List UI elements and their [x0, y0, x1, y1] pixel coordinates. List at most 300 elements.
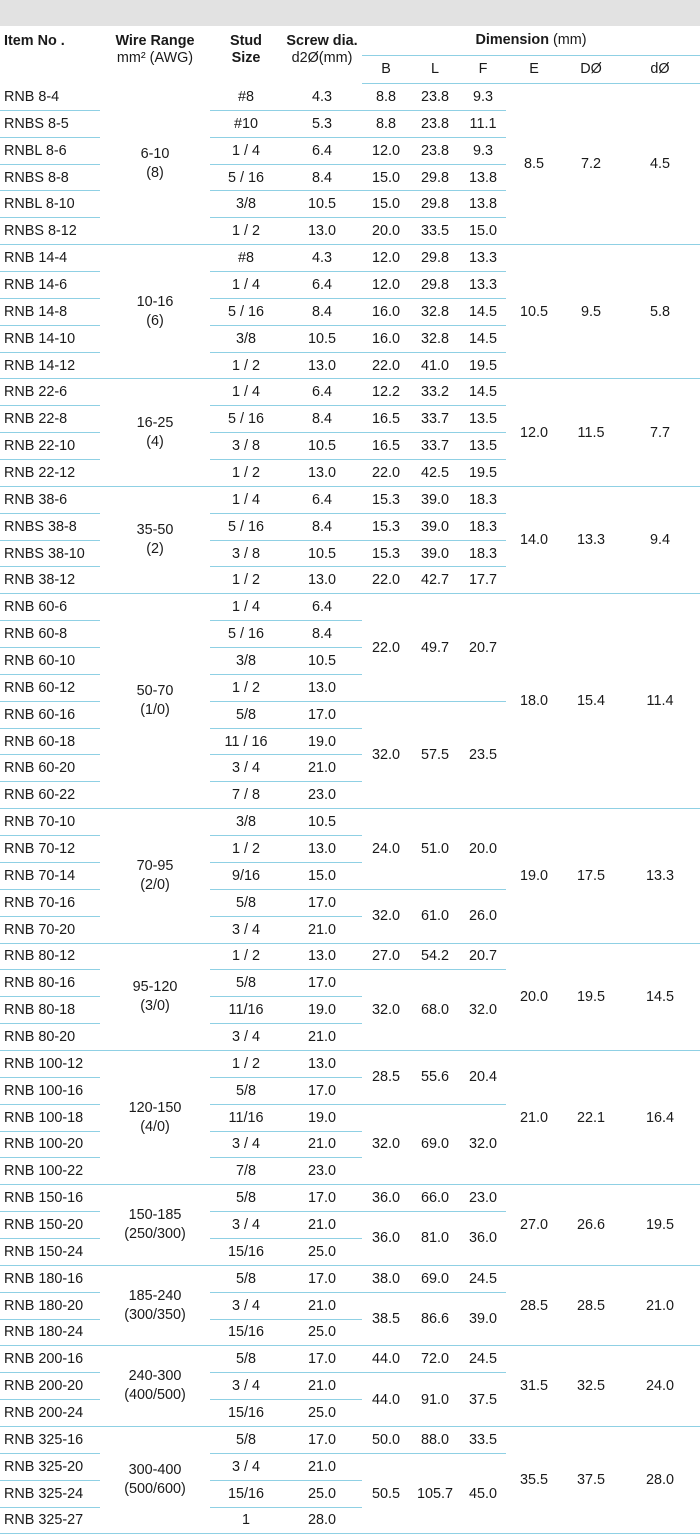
- dim-f-cell: 23.5: [460, 701, 506, 808]
- item-no-cell: RNB 325-16: [0, 1426, 100, 1453]
- item-no-cell: RNB 325-24: [0, 1480, 100, 1507]
- stud-size-cell: 5/8: [210, 970, 282, 997]
- item-no-cell: RNBS 8-12: [0, 218, 100, 245]
- wire-range-value: 50-70: [136, 683, 174, 700]
- screw-dia-cell: 6.4: [282, 379, 362, 406]
- dim-b-cell: 36.0: [362, 1185, 410, 1212]
- dim-l-cell: 23.8: [410, 84, 460, 111]
- stud-size-cell: 5/8: [210, 1185, 282, 1212]
- screw-dia-cell: 17.0: [282, 1077, 362, 1104]
- screw-dia-cell: 21.0: [282, 1024, 362, 1051]
- screw-dia-cell: 8.4: [282, 164, 362, 191]
- table-row: [0, 809, 700, 836]
- item-no-cell: RNB 100-18: [0, 1104, 100, 1131]
- stud-size-cell: 5 / 16: [210, 298, 282, 325]
- dim-f-cell: 14.5: [460, 325, 506, 352]
- item-no-cell: RNB 200-16: [0, 1346, 100, 1373]
- dim-d-outer-cell: 28.5: [562, 1265, 620, 1346]
- dim-b-cell: 32.0: [362, 1104, 410, 1185]
- item-no-cell: RNBS 38-8: [0, 513, 100, 540]
- item-no-cell: RNB 22-8: [0, 406, 100, 433]
- dim-e-cell: 28.5: [506, 1265, 562, 1346]
- dim-d-inner-cell: 24.0: [620, 1346, 700, 1427]
- dim-d-inner-cell: 11.4: [620, 594, 700, 809]
- dim-b-cell: 12.0: [362, 245, 410, 272]
- dim-d-outer-cell: 15.4: [562, 594, 620, 809]
- table-row: [0, 1265, 700, 1292]
- dim-f-cell: 14.5: [460, 379, 506, 406]
- dim-d-outer-cell: 9.5: [562, 245, 620, 379]
- screw-dia-cell: 19.0: [282, 728, 362, 755]
- wire-awg-value: (400/500): [124, 1387, 186, 1404]
- item-no-cell: RNB 80-16: [0, 970, 100, 997]
- dim-b-cell: 8.8: [362, 84, 410, 111]
- item-no-cell: RNB 100-12: [0, 1050, 100, 1077]
- stud-size-cell: 1 / 2: [210, 674, 282, 701]
- screw-dia-cell: 17.0: [282, 1346, 362, 1373]
- item-no-cell: RNB 60-18: [0, 728, 100, 755]
- dim-d-inner-cell: 28.0: [620, 1426, 700, 1533]
- dim-b-cell: 22.0: [362, 594, 410, 701]
- dim-l-cell: 55.6: [410, 1050, 460, 1104]
- screw-dia-cell: 21.0: [282, 1292, 362, 1319]
- screw-dia-cell: 25.0: [282, 1238, 362, 1265]
- dim-l-cell: 29.8: [410, 272, 460, 299]
- table-row: [0, 379, 700, 406]
- wire-range-value: 95-120: [132, 978, 178, 995]
- screw-dia-cell: 21.0: [282, 916, 362, 943]
- header-d-outer: DØ: [562, 56, 620, 84]
- item-no-cell: RNBS 38-10: [0, 540, 100, 567]
- stud-size-cell: 1 / 2: [210, 836, 282, 863]
- dim-f-cell: 18.3: [460, 513, 506, 540]
- screw-dia-cell: 13.0: [282, 1050, 362, 1077]
- item-no-cell: RNB 80-12: [0, 943, 100, 970]
- wire-range-value: 35-50: [136, 522, 174, 539]
- item-no-cell: RNB 80-20: [0, 1024, 100, 1051]
- stud-size-cell: 5/8: [210, 701, 282, 728]
- item-no-cell: RNB 180-20: [0, 1292, 100, 1319]
- table-row: [0, 486, 700, 513]
- screw-dia-cell: 17.0: [282, 970, 362, 997]
- dim-f-cell: 11.1: [460, 110, 506, 137]
- dim-b-cell: 15.3: [362, 513, 410, 540]
- dim-l-cell: 23.8: [410, 110, 460, 137]
- dim-f-cell: 13.8: [460, 191, 506, 218]
- screw-dia-cell: 23.0: [282, 782, 362, 809]
- screw-dia-cell: 21.0: [282, 1212, 362, 1239]
- header-dimension: Dimension (mm): [475, 32, 587, 48]
- dim-l-cell: 32.8: [410, 298, 460, 325]
- table-body: [0, 84, 700, 1534]
- screw-dia-cell: 25.0: [282, 1400, 362, 1427]
- header-dimension-unit: (mm): [553, 32, 587, 48]
- dim-d-outer-cell: 32.5: [562, 1346, 620, 1427]
- stud-size-cell: 11/16: [210, 1104, 282, 1131]
- wire-awg-value: (4/0): [140, 1118, 170, 1135]
- stud-size-cell: 1 / 4: [210, 594, 282, 621]
- screw-dia-cell: 13.0: [282, 352, 362, 379]
- item-no-cell: RNB 22-6: [0, 379, 100, 406]
- header-l: L: [410, 56, 460, 84]
- stud-size-cell: 3/8: [210, 648, 282, 675]
- dim-d-outer-cell: 11.5: [562, 379, 620, 486]
- terminal-spec-table: [0, 26, 700, 1534]
- item-no-cell: RNB 14-6: [0, 272, 100, 299]
- wire-range-cell: [100, 1346, 210, 1427]
- dim-b-cell: 12.0: [362, 137, 410, 164]
- dim-b-cell: 22.0: [362, 460, 410, 487]
- dim-e-cell: 10.5: [506, 245, 562, 379]
- dim-l-cell: 57.5: [410, 701, 460, 808]
- stud-size-cell: 5 / 16: [210, 621, 282, 648]
- dim-f-cell: 18.3: [460, 540, 506, 567]
- wire-awg-value: (250/300): [124, 1226, 186, 1243]
- stud-size-cell: 15/16: [210, 1238, 282, 1265]
- screw-dia-cell: 4.3: [282, 84, 362, 111]
- top-band: [0, 0, 700, 26]
- screw-dia-cell: 13.0: [282, 836, 362, 863]
- stud-size-cell: 3 / 4: [210, 1212, 282, 1239]
- wire-range-cell: [100, 245, 210, 379]
- item-no-cell: RNB 200-20: [0, 1373, 100, 1400]
- dim-d-inner-cell: 16.4: [620, 1050, 700, 1184]
- wire-range-value: 70-95: [136, 857, 174, 874]
- wire-range-value: 10-16: [136, 293, 174, 310]
- wire-range-cell: [100, 943, 210, 1050]
- wire-range-cell: [100, 594, 210, 809]
- screw-dia-cell: 4.3: [282, 245, 362, 272]
- screw-dia-cell: 13.0: [282, 460, 362, 487]
- dim-d-outer-cell: 26.6: [562, 1185, 620, 1266]
- wire-range-cell: [100, 1050, 210, 1184]
- dim-l-cell: 29.8: [410, 191, 460, 218]
- dim-f-cell: 37.5: [460, 1373, 506, 1427]
- dim-l-cell: 68.0: [410, 970, 460, 1051]
- item-no-cell: RNB 180-16: [0, 1265, 100, 1292]
- dim-f-cell: 9.3: [460, 84, 506, 111]
- header-screw-dia: Screw dia. d2Ø(mm): [282, 26, 362, 84]
- dim-b-cell: 32.0: [362, 701, 410, 808]
- dim-e-cell: 21.0: [506, 1050, 562, 1184]
- dim-d-outer-cell: 22.1: [562, 1050, 620, 1184]
- screw-dia-cell: 21.0: [282, 1131, 362, 1158]
- dim-l-cell: 39.0: [410, 513, 460, 540]
- table-row: [0, 1185, 700, 1212]
- dim-f-cell: 19.5: [460, 352, 506, 379]
- dim-d-outer-cell: 7.2: [562, 84, 620, 245]
- stud-size-cell: 3 / 4: [210, 1373, 282, 1400]
- screw-dia-cell: 6.4: [282, 486, 362, 513]
- dim-l-cell: 41.0: [410, 352, 460, 379]
- dim-e-cell: 31.5: [506, 1346, 562, 1427]
- dim-f-cell: 13.3: [460, 245, 506, 272]
- dim-b-cell: 20.0: [362, 218, 410, 245]
- dim-f-cell: 13.5: [460, 406, 506, 433]
- dim-f-cell: 9.3: [460, 137, 506, 164]
- dim-l-cell: 69.0: [410, 1104, 460, 1185]
- header-d-inner: dØ: [620, 56, 700, 84]
- dim-l-cell: 32.8: [410, 325, 460, 352]
- screw-dia-cell: 10.5: [282, 648, 362, 675]
- item-no-cell: RNB 180-24: [0, 1319, 100, 1346]
- dim-e-cell: 12.0: [506, 379, 562, 486]
- table-row: [0, 594, 700, 621]
- item-no-cell: RNB 100-20: [0, 1131, 100, 1158]
- dim-l-cell: 42.5: [410, 460, 460, 487]
- dim-d-inner-cell: 13.3: [620, 809, 700, 943]
- wire-range-value: 16-25: [136, 414, 174, 431]
- dim-l-cell: 72.0: [410, 1346, 460, 1373]
- dim-b-cell: 16.5: [362, 433, 410, 460]
- table-row: [0, 1050, 700, 1077]
- stud-size-cell: 3 / 8: [210, 540, 282, 567]
- dim-f-cell: 20.4: [460, 1050, 506, 1104]
- item-no-cell: RNB 150-24: [0, 1238, 100, 1265]
- dim-f-cell: 14.5: [460, 298, 506, 325]
- stud-size-cell: 3/8: [210, 191, 282, 218]
- wire-range-cell: [100, 1426, 210, 1533]
- dim-e-cell: 27.0: [506, 1185, 562, 1266]
- wire-range-cell: [100, 1265, 210, 1346]
- dim-b-cell: 15.3: [362, 486, 410, 513]
- item-no-cell: RNB 14-4: [0, 245, 100, 272]
- item-no-cell: RNB 14-10: [0, 325, 100, 352]
- wire-awg-value: (8): [146, 164, 164, 181]
- header-stud-size: Stud Size: [230, 33, 262, 66]
- dim-f-cell: 26.0: [460, 889, 506, 943]
- stud-size-cell: 3 / 4: [210, 1453, 282, 1480]
- dim-b-cell: 38.0: [362, 1265, 410, 1292]
- dim-b-cell: 32.0: [362, 970, 410, 1051]
- dim-f-cell: 45.0: [460, 1453, 506, 1534]
- item-no-cell: RNB 60-16: [0, 701, 100, 728]
- dim-b-cell: 44.0: [362, 1346, 410, 1373]
- dim-f-cell: 24.5: [460, 1265, 506, 1292]
- dim-e-cell: 35.5: [506, 1426, 562, 1533]
- stud-size-cell: 3 / 4: [210, 1024, 282, 1051]
- dim-b-cell: 24.0: [362, 809, 410, 890]
- stud-size-cell: 1 / 4: [210, 137, 282, 164]
- wire-awg-value: (1/0): [140, 702, 170, 719]
- item-no-cell: RNB 22-12: [0, 460, 100, 487]
- item-no-cell: RNB 38-12: [0, 567, 100, 594]
- stud-size-cell: 5/8: [210, 1265, 282, 1292]
- wire-range-value: 150-185: [128, 1207, 182, 1224]
- screw-dia-cell: 13.0: [282, 218, 362, 245]
- screw-dia-cell: 6.4: [282, 272, 362, 299]
- item-no-cell: RNB 60-22: [0, 782, 100, 809]
- wire-awg-value: (2/0): [140, 876, 170, 893]
- dim-d-outer-cell: 13.3: [562, 486, 620, 593]
- wire-awg-value: (500/600): [124, 1481, 186, 1498]
- screw-dia-cell: 17.0: [282, 701, 362, 728]
- dim-l-cell: 51.0: [410, 809, 460, 890]
- dim-l-cell: 69.0: [410, 1265, 460, 1292]
- screw-dia-cell: 10.5: [282, 325, 362, 352]
- item-no-cell: RNB 60-20: [0, 755, 100, 782]
- item-no-cell: RNB 70-20: [0, 916, 100, 943]
- screw-dia-cell: 21.0: [282, 755, 362, 782]
- dim-l-cell: 39.0: [410, 540, 460, 567]
- item-no-cell: RNB 70-12: [0, 836, 100, 863]
- dim-e-cell: 19.0: [506, 809, 562, 943]
- screw-dia-cell: 13.0: [282, 943, 362, 970]
- wire-range-value: 240-300: [128, 1368, 182, 1385]
- item-no-cell: RNBS 8-8: [0, 164, 100, 191]
- dim-f-cell: 23.0: [460, 1185, 506, 1212]
- dim-f-cell: 15.0: [460, 218, 506, 245]
- dim-l-cell: 66.0: [410, 1185, 460, 1212]
- dim-f-cell: 13.8: [460, 164, 506, 191]
- dim-d-outer-cell: 17.5: [562, 809, 620, 943]
- dim-b-cell: 16.5: [362, 406, 410, 433]
- screw-dia-cell: 17.0: [282, 1426, 362, 1453]
- dim-b-cell: 16.0: [362, 298, 410, 325]
- item-no-cell: RNB 70-10: [0, 809, 100, 836]
- dim-d-outer-cell: 37.5: [562, 1426, 620, 1533]
- item-no-cell: RNB 22-10: [0, 433, 100, 460]
- item-no-cell: RNB 14-8: [0, 298, 100, 325]
- item-no-cell: RNB 100-22: [0, 1158, 100, 1185]
- screw-dia-cell: 17.0: [282, 1265, 362, 1292]
- dim-l-cell: 81.0: [410, 1212, 460, 1266]
- item-no-cell: RNB 150-20: [0, 1212, 100, 1239]
- wire-range-cell: [100, 1185, 210, 1266]
- dim-b-cell: 12.2: [362, 379, 410, 406]
- dim-b-cell: 22.0: [362, 567, 410, 594]
- wire-awg-value: (4): [146, 433, 164, 450]
- dim-d-outer-cell: 19.5: [562, 943, 620, 1050]
- dim-f-cell: 36.0: [460, 1212, 506, 1266]
- item-no-cell: RNB 100-16: [0, 1077, 100, 1104]
- stud-size-cell: 1 / 4: [210, 272, 282, 299]
- screw-dia-cell: 21.0: [282, 1453, 362, 1480]
- wire-range-value: 300-400: [128, 1462, 182, 1479]
- screw-dia-cell: 19.0: [282, 997, 362, 1024]
- dim-l-cell: 61.0: [410, 889, 460, 943]
- dim-b-cell: 32.0: [362, 889, 410, 943]
- table-row: [0, 1426, 700, 1453]
- stud-size-cell: 11/16: [210, 997, 282, 1024]
- dim-d-inner-cell: 21.0: [620, 1265, 700, 1346]
- stud-size-cell: 15/16: [210, 1319, 282, 1346]
- item-no-cell: RNB 38-6: [0, 486, 100, 513]
- stud-size-cell: 9/16: [210, 862, 282, 889]
- dim-b-cell: 50.0: [362, 1426, 410, 1453]
- wire-range-value: 120-150: [128, 1099, 182, 1116]
- dim-e-cell: 14.0: [506, 486, 562, 593]
- table-row: [0, 943, 700, 970]
- dim-e-cell: 20.0: [506, 943, 562, 1050]
- stud-size-cell: 1 / 2: [210, 460, 282, 487]
- header-item-no: Item No .: [4, 33, 65, 49]
- dim-f-cell: 20.7: [460, 943, 506, 970]
- dim-l-cell: 105.7: [410, 1453, 460, 1534]
- item-no-cell: RNB 8-4: [0, 84, 100, 111]
- screw-dia-cell: 8.4: [282, 406, 362, 433]
- stud-size-cell: 7 / 8: [210, 782, 282, 809]
- dim-l-cell: 86.6: [410, 1292, 460, 1346]
- screw-dia-cell: 25.0: [282, 1480, 362, 1507]
- stud-size-cell: 3 / 4: [210, 1131, 282, 1158]
- dim-b-cell: 44.0: [362, 1373, 410, 1427]
- item-no-cell: RNB 60-6: [0, 594, 100, 621]
- screw-dia-cell: 13.0: [282, 567, 362, 594]
- stud-size-cell: 1 / 4: [210, 379, 282, 406]
- stud-size-cell: 11 / 16: [210, 728, 282, 755]
- header-b: B: [362, 56, 410, 84]
- dim-l-cell: 42.7: [410, 567, 460, 594]
- screw-dia-cell: 8.4: [282, 513, 362, 540]
- dim-l-cell: 33.2: [410, 379, 460, 406]
- screw-dia-cell: 23.0: [282, 1158, 362, 1185]
- header-f: F: [460, 56, 506, 84]
- stud-size-cell: 7/8: [210, 1158, 282, 1185]
- dim-l-cell: 29.8: [410, 164, 460, 191]
- wire-awg-value: (6): [146, 312, 164, 329]
- stud-size-cell: 1 / 2: [210, 218, 282, 245]
- item-no-cell: RNB 70-14: [0, 862, 100, 889]
- stud-size-cell: 5/8: [210, 1077, 282, 1104]
- screw-dia-cell: 10.5: [282, 540, 362, 567]
- table-row: [0, 84, 700, 111]
- dim-l-cell: 88.0: [410, 1426, 460, 1453]
- stud-size-cell: 5 / 16: [210, 406, 282, 433]
- dim-e-cell: 8.5: [506, 84, 562, 245]
- stud-size-cell: 3 / 4: [210, 1292, 282, 1319]
- stud-size-cell: 5/8: [210, 1426, 282, 1453]
- dim-b-cell: 8.8: [362, 110, 410, 137]
- header-screw-dia-unit: d2Ø(mm): [291, 50, 353, 66]
- screw-dia-cell: 6.4: [282, 137, 362, 164]
- stud-size-cell: #10: [210, 110, 282, 137]
- dim-f-cell: 32.0: [460, 1104, 506, 1185]
- stud-size-cell: 3/8: [210, 809, 282, 836]
- dim-f-cell: 24.5: [460, 1346, 506, 1373]
- stud-size-cell: 5/8: [210, 1346, 282, 1373]
- dim-l-cell: 33.5: [410, 218, 460, 245]
- wire-awg-value: (3/0): [140, 997, 170, 1014]
- table-row: [0, 245, 700, 272]
- header-wire-range-unit: mm² (AWG): [116, 50, 194, 66]
- screw-dia-cell: 10.5: [282, 191, 362, 218]
- stud-size-cell: 3/8: [210, 325, 282, 352]
- dim-e-cell: 18.0: [506, 594, 562, 809]
- screw-dia-cell: 6.4: [282, 594, 362, 621]
- screw-dia-cell: 13.0: [282, 674, 362, 701]
- dim-b-cell: 27.0: [362, 943, 410, 970]
- header-e: E: [506, 56, 562, 84]
- stud-size-cell: 5/8: [210, 889, 282, 916]
- dim-f-cell: 17.7: [460, 567, 506, 594]
- screw-dia-cell: 8.4: [282, 621, 362, 648]
- item-no-cell: RNBL 8-6: [0, 137, 100, 164]
- item-no-cell: RNB 200-24: [0, 1400, 100, 1427]
- table-row: [0, 1346, 700, 1373]
- wire-range-cell: [100, 379, 210, 486]
- stud-size-cell: 5 / 16: [210, 164, 282, 191]
- item-no-cell: RNB 14-12: [0, 352, 100, 379]
- item-no-cell: RNB 325-20: [0, 1453, 100, 1480]
- dim-l-cell: 23.8: [410, 137, 460, 164]
- dim-f-cell: 39.0: [460, 1292, 506, 1346]
- dim-d-inner-cell: 4.5: [620, 84, 700, 245]
- dim-f-cell: 20.7: [460, 594, 506, 701]
- dim-l-cell: 39.0: [410, 486, 460, 513]
- header-wire-range: Wire Range mm² (AWG): [100, 26, 210, 84]
- dim-b-cell: 15.0: [362, 164, 410, 191]
